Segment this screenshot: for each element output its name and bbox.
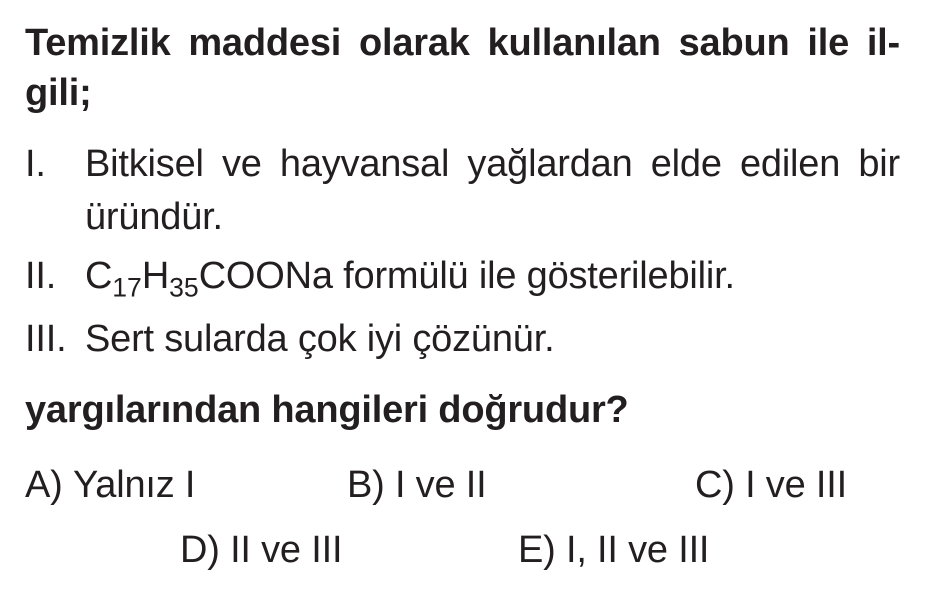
statement-i bbox=[25, 138, 900, 244]
question-intro-line-2: gili; bbox=[25, 72, 92, 114]
statement-iii bbox=[25, 313, 900, 366]
statement-i-line-1: Bitkisel ve hayvansal yağlardan elde edilen bir bbox=[85, 143, 900, 185]
statement-i-numeral: I. bbox=[25, 143, 46, 185]
options-row-1 bbox=[25, 459, 900, 512]
formula-element: H bbox=[141, 255, 170, 297]
option-e-text: I, II ve III bbox=[565, 529, 710, 571]
option-b bbox=[347, 459, 487, 512]
option-d-label: D) bbox=[180, 529, 220, 571]
option-c-text: I ve III bbox=[745, 464, 847, 506]
statement-iii-numeral: III. bbox=[25, 318, 67, 360]
chemical-formula bbox=[85, 255, 333, 303]
statement-i-text bbox=[85, 138, 900, 244]
option-a-label: A) bbox=[25, 464, 63, 506]
option-e bbox=[518, 524, 709, 577]
option-c bbox=[695, 459, 847, 512]
question-prompt: yargılarından hangileri doğrudur? bbox=[25, 389, 629, 431]
option-c-label: C) bbox=[695, 464, 735, 506]
question-intro-line-1: Temizlik maddesi olarak kullanılan sabun ile il- bbox=[25, 22, 900, 64]
statement-i-line-2: üründür. bbox=[85, 196, 223, 238]
statement-ii-text bbox=[85, 250, 900, 303]
question-intro bbox=[25, 18, 900, 118]
option-a-text: Yalnız I bbox=[72, 464, 196, 506]
statement-ii-rest: formülü ile gösterilebilir. bbox=[332, 255, 735, 297]
option-a bbox=[25, 459, 195, 512]
formula-subscript: 35 bbox=[169, 272, 199, 303]
statement-ii bbox=[25, 250, 900, 303]
option-e-label: E) bbox=[518, 529, 556, 571]
option-b-text: I ve II bbox=[394, 464, 487, 506]
option-d bbox=[180, 524, 342, 577]
statement-list bbox=[25, 138, 900, 366]
option-d-text: II ve III bbox=[230, 529, 343, 571]
option-b-label: B) bbox=[347, 464, 385, 506]
statement-ii-numeral: II. bbox=[25, 255, 57, 297]
options-row-2 bbox=[25, 524, 900, 577]
formula-element: C bbox=[85, 255, 113, 297]
statement-iii-text: Sert sularda çok iyi çözünür. bbox=[85, 318, 555, 360]
formula-subscript: 17 bbox=[112, 272, 142, 303]
formula-element: COONa bbox=[198, 255, 333, 297]
